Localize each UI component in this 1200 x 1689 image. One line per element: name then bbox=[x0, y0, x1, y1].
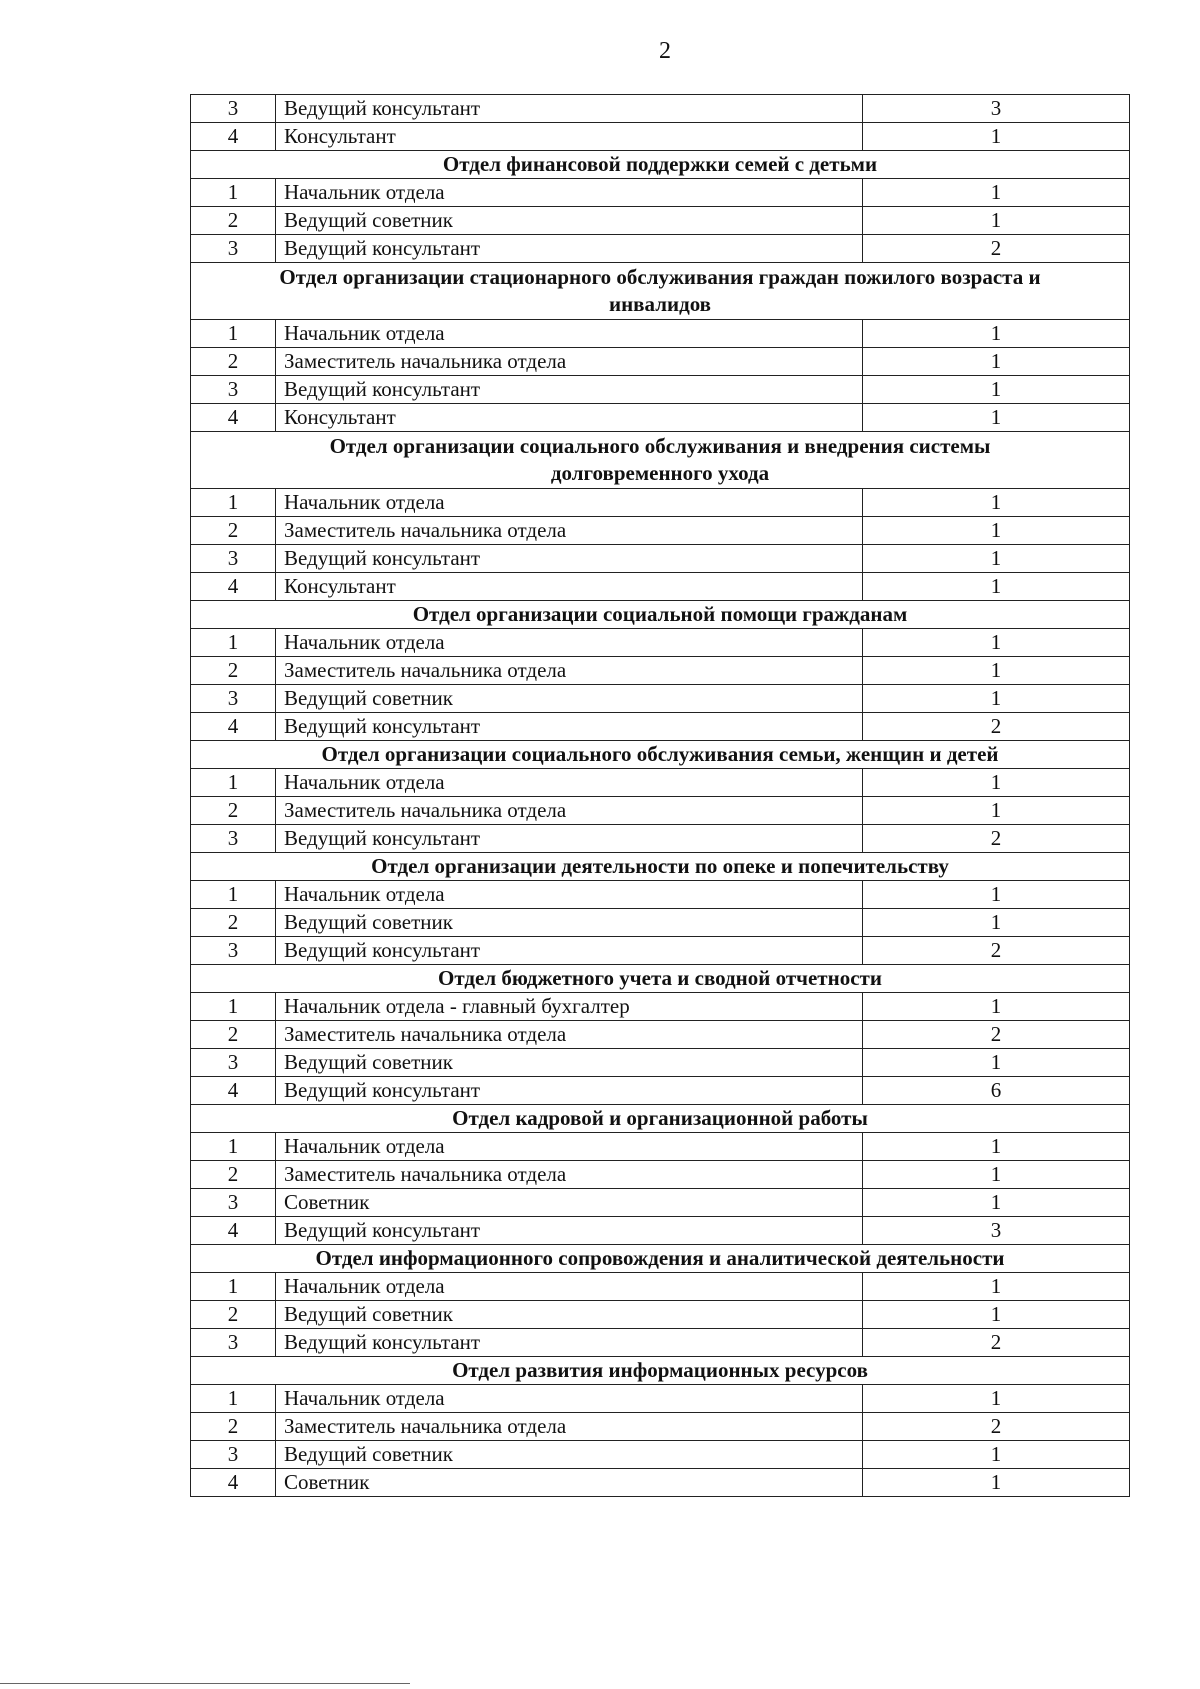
table-row bbox=[191, 95, 1130, 123]
position-title: Ведущий консультант bbox=[276, 235, 863, 263]
department-title-line: инвалидов bbox=[608, 292, 712, 316]
row-number: 3 bbox=[191, 685, 276, 713]
table-row bbox=[191, 320, 1130, 348]
position-title: Ведущий консультант bbox=[276, 1077, 863, 1105]
page-bottom-line bbox=[0, 1683, 410, 1684]
row-number: 1 bbox=[191, 1273, 276, 1301]
position-count: 1 bbox=[863, 545, 1130, 573]
row-number: 4 bbox=[191, 1469, 276, 1497]
position-title: Ведущий советник bbox=[276, 1441, 863, 1469]
department-title bbox=[191, 1245, 1130, 1273]
table-row bbox=[191, 797, 1130, 825]
department-title-line: долговременного ухода bbox=[550, 461, 770, 485]
position-title: Заместитель начальника отдела bbox=[276, 348, 863, 376]
position-count: 2 bbox=[863, 1329, 1130, 1357]
table-row bbox=[191, 713, 1130, 741]
position-title: Ведущий консультант bbox=[276, 1217, 863, 1245]
table-row bbox=[191, 1161, 1130, 1189]
staffing-table-body bbox=[191, 95, 1130, 1497]
department-header-row bbox=[191, 601, 1130, 629]
position-count: 2 bbox=[863, 825, 1130, 853]
table-row bbox=[191, 1385, 1130, 1413]
row-number: 1 bbox=[191, 769, 276, 797]
position-title: Ведущий консультант bbox=[276, 1329, 863, 1357]
position-count: 1 bbox=[863, 348, 1130, 376]
position-count: 1 bbox=[863, 1161, 1130, 1189]
department-title bbox=[191, 965, 1130, 993]
department-title bbox=[191, 263, 1130, 320]
position-count: 1 bbox=[863, 769, 1130, 797]
position-count: 1 bbox=[863, 376, 1130, 404]
table-row bbox=[191, 909, 1130, 937]
position-count: 2 bbox=[863, 713, 1130, 741]
row-number: 1 bbox=[191, 993, 276, 1021]
position-title: Начальник отдела bbox=[276, 1385, 863, 1413]
position-count: 1 bbox=[863, 993, 1130, 1021]
table-row bbox=[191, 769, 1130, 797]
position-count: 1 bbox=[863, 1133, 1130, 1161]
department-title-line: Отдел организации социальной помощи гражданам bbox=[412, 602, 908, 626]
position-title: Ведущий консультант bbox=[276, 825, 863, 853]
table-row bbox=[191, 1301, 1130, 1329]
position-count: 1 bbox=[863, 797, 1130, 825]
position-count: 1 bbox=[863, 657, 1130, 685]
position-count: 1 bbox=[863, 404, 1130, 432]
position-title: Консультант bbox=[276, 404, 863, 432]
table-row bbox=[191, 1133, 1130, 1161]
position-count: 1 bbox=[863, 685, 1130, 713]
position-count: 1 bbox=[863, 489, 1130, 517]
position-title: Ведущий советник bbox=[276, 685, 863, 713]
position-title: Заместитель начальника отдела bbox=[276, 1413, 863, 1441]
position-count: 3 bbox=[863, 1217, 1130, 1245]
row-number: 2 bbox=[191, 348, 276, 376]
department-title-line: Отдел финансовой поддержки семей с детьми bbox=[442, 152, 878, 176]
table-row bbox=[191, 1413, 1130, 1441]
table-row bbox=[191, 207, 1130, 235]
department-title-line: Отдел организации социального обслуживания и внедрения системы bbox=[329, 434, 991, 458]
row-number: 3 bbox=[191, 1329, 276, 1357]
table-row bbox=[191, 629, 1130, 657]
position-title: Ведущий консультант bbox=[276, 713, 863, 741]
position-count: 1 bbox=[863, 573, 1130, 601]
position-title: Ведущий консультант bbox=[276, 545, 863, 573]
table-row bbox=[191, 1217, 1130, 1245]
position-count: 1 bbox=[863, 1441, 1130, 1469]
position-count: 2 bbox=[863, 1021, 1130, 1049]
table-row bbox=[191, 404, 1130, 432]
row-number: 3 bbox=[191, 1441, 276, 1469]
department-header-row bbox=[191, 1357, 1130, 1385]
row-number: 1 bbox=[191, 320, 276, 348]
row-number: 2 bbox=[191, 517, 276, 545]
department-title-line: Отдел организации социального обслуживания семьи, женщин и детей bbox=[321, 742, 999, 766]
table-row bbox=[191, 685, 1130, 713]
position-count: 1 bbox=[863, 1049, 1130, 1077]
position-title: Начальник отдела bbox=[276, 1133, 863, 1161]
row-number: 2 bbox=[191, 909, 276, 937]
table-row bbox=[191, 235, 1130, 263]
table-row bbox=[191, 1329, 1130, 1357]
department-header-row bbox=[191, 741, 1130, 769]
position-count: 1 bbox=[863, 320, 1130, 348]
department-header-row bbox=[191, 263, 1130, 320]
row-number: 4 bbox=[191, 404, 276, 432]
row-number: 2 bbox=[191, 657, 276, 685]
row-number: 3 bbox=[191, 937, 276, 965]
row-number: 3 bbox=[191, 376, 276, 404]
position-count: 2 bbox=[863, 235, 1130, 263]
row-number: 2 bbox=[191, 1161, 276, 1189]
row-number: 1 bbox=[191, 881, 276, 909]
position-count: 1 bbox=[863, 1273, 1130, 1301]
row-number: 3 bbox=[191, 95, 276, 123]
table-row bbox=[191, 1273, 1130, 1301]
position-count: 1 bbox=[863, 1385, 1130, 1413]
position-title: Заместитель начальника отдела bbox=[276, 1161, 863, 1189]
position-title: Советник bbox=[276, 1469, 863, 1497]
department-title bbox=[191, 741, 1130, 769]
table-row bbox=[191, 1077, 1130, 1105]
position-title: Ведущий советник bbox=[276, 207, 863, 235]
position-title: Заместитель начальника отдела bbox=[276, 517, 863, 545]
row-number: 4 bbox=[191, 573, 276, 601]
position-count: 1 bbox=[863, 1469, 1130, 1497]
position-title: Начальник отдела bbox=[276, 179, 863, 207]
staffing-table bbox=[190, 94, 1130, 1497]
row-number: 1 bbox=[191, 1385, 276, 1413]
department-title bbox=[191, 1105, 1130, 1133]
department-header-row bbox=[191, 965, 1130, 993]
position-count: 1 bbox=[863, 881, 1130, 909]
row-number: 1 bbox=[191, 489, 276, 517]
table-row bbox=[191, 348, 1130, 376]
position-title: Заместитель начальника отдела bbox=[276, 797, 863, 825]
position-count: 2 bbox=[863, 937, 1130, 965]
table-row bbox=[191, 1049, 1130, 1077]
table-row bbox=[191, 1189, 1130, 1217]
table-row bbox=[191, 179, 1130, 207]
row-number: 2 bbox=[191, 797, 276, 825]
position-title: Начальник отдела bbox=[276, 881, 863, 909]
department-header-row bbox=[191, 432, 1130, 489]
table-row bbox=[191, 517, 1130, 545]
row-number: 3 bbox=[191, 1189, 276, 1217]
row-number: 3 bbox=[191, 235, 276, 263]
position-title: Ведущий консультант bbox=[276, 937, 863, 965]
table-row bbox=[191, 545, 1130, 573]
row-number: 3 bbox=[191, 545, 276, 573]
table-row bbox=[191, 937, 1130, 965]
row-number: 2 bbox=[191, 1021, 276, 1049]
position-count: 3 bbox=[863, 95, 1130, 123]
position-title: Ведущий консультант bbox=[276, 376, 863, 404]
table-row bbox=[191, 881, 1130, 909]
position-title: Ведущий советник bbox=[276, 909, 863, 937]
table-row bbox=[191, 993, 1130, 1021]
row-number: 1 bbox=[191, 179, 276, 207]
page-number: 2 bbox=[659, 38, 671, 64]
position-title: Заместитель начальника отдела bbox=[276, 657, 863, 685]
position-title: Советник bbox=[276, 1189, 863, 1217]
department-title bbox=[191, 853, 1130, 881]
position-title: Начальник отдела - главный бухгалтер bbox=[276, 993, 863, 1021]
position-title: Начальник отдела bbox=[276, 1273, 863, 1301]
row-number: 4 bbox=[191, 123, 276, 151]
position-count: 1 bbox=[863, 123, 1130, 151]
table-row bbox=[191, 123, 1130, 151]
table-row bbox=[191, 1021, 1130, 1049]
department-title-line: Отдел организации деятельности по опеке и попечительству bbox=[371, 854, 949, 878]
position-count: 1 bbox=[863, 207, 1130, 235]
position-title: Начальник отдела bbox=[276, 629, 863, 657]
department-title-line: Отдел организации стационарного обслуживания граждан пожилого возраста и bbox=[279, 265, 1041, 289]
table-row bbox=[191, 573, 1130, 601]
department-title bbox=[191, 432, 1130, 489]
position-title: Консультант bbox=[276, 123, 863, 151]
department-title-line: Отдел информационного сопровождения и аналитической деятельности bbox=[315, 1246, 1005, 1270]
row-number: 2 bbox=[191, 207, 276, 235]
position-count: 1 bbox=[863, 1301, 1130, 1329]
table-row bbox=[191, 825, 1130, 853]
position-title: Консультант bbox=[276, 573, 863, 601]
row-number: 1 bbox=[191, 629, 276, 657]
department-header-row bbox=[191, 1245, 1130, 1273]
table-row bbox=[191, 376, 1130, 404]
position-title: Заместитель начальника отдела bbox=[276, 1021, 863, 1049]
position-title: Ведущий советник bbox=[276, 1301, 863, 1329]
position-count: 2 bbox=[863, 1413, 1130, 1441]
department-title bbox=[191, 151, 1130, 179]
row-number: 4 bbox=[191, 1217, 276, 1245]
table-row bbox=[191, 1441, 1130, 1469]
position-title: Ведущий советник bbox=[276, 1049, 863, 1077]
position-title: Ведущий консультант bbox=[276, 95, 863, 123]
row-number: 4 bbox=[191, 1077, 276, 1105]
department-header-row bbox=[191, 1105, 1130, 1133]
department-title bbox=[191, 1357, 1130, 1385]
row-number: 3 bbox=[191, 1049, 276, 1077]
position-title: Начальник отдела bbox=[276, 320, 863, 348]
row-number: 2 bbox=[191, 1413, 276, 1441]
position-count: 1 bbox=[863, 517, 1130, 545]
position-count: 1 bbox=[863, 909, 1130, 937]
department-header-row bbox=[191, 853, 1130, 881]
department-header-row bbox=[191, 151, 1130, 179]
position-count: 1 bbox=[863, 179, 1130, 207]
row-number: 1 bbox=[191, 1133, 276, 1161]
position-title: Начальник отдела bbox=[276, 489, 863, 517]
department-title bbox=[191, 601, 1130, 629]
row-number: 4 bbox=[191, 713, 276, 741]
position-count: 6 bbox=[863, 1077, 1130, 1105]
department-title-line: Отдел кадровой и организационной работы bbox=[452, 1106, 868, 1130]
department-title-line: Отдел развития информационных ресурсов bbox=[452, 1358, 868, 1382]
department-title-line: Отдел бюджетного учета и сводной отчетности bbox=[438, 966, 882, 990]
position-count: 1 bbox=[863, 1189, 1130, 1217]
table-row bbox=[191, 489, 1130, 517]
row-number: 2 bbox=[191, 1301, 276, 1329]
row-number: 3 bbox=[191, 825, 276, 853]
table-row bbox=[191, 1469, 1130, 1497]
position-count: 1 bbox=[863, 629, 1130, 657]
position-title: Начальник отдела bbox=[276, 769, 863, 797]
table-row bbox=[191, 657, 1130, 685]
